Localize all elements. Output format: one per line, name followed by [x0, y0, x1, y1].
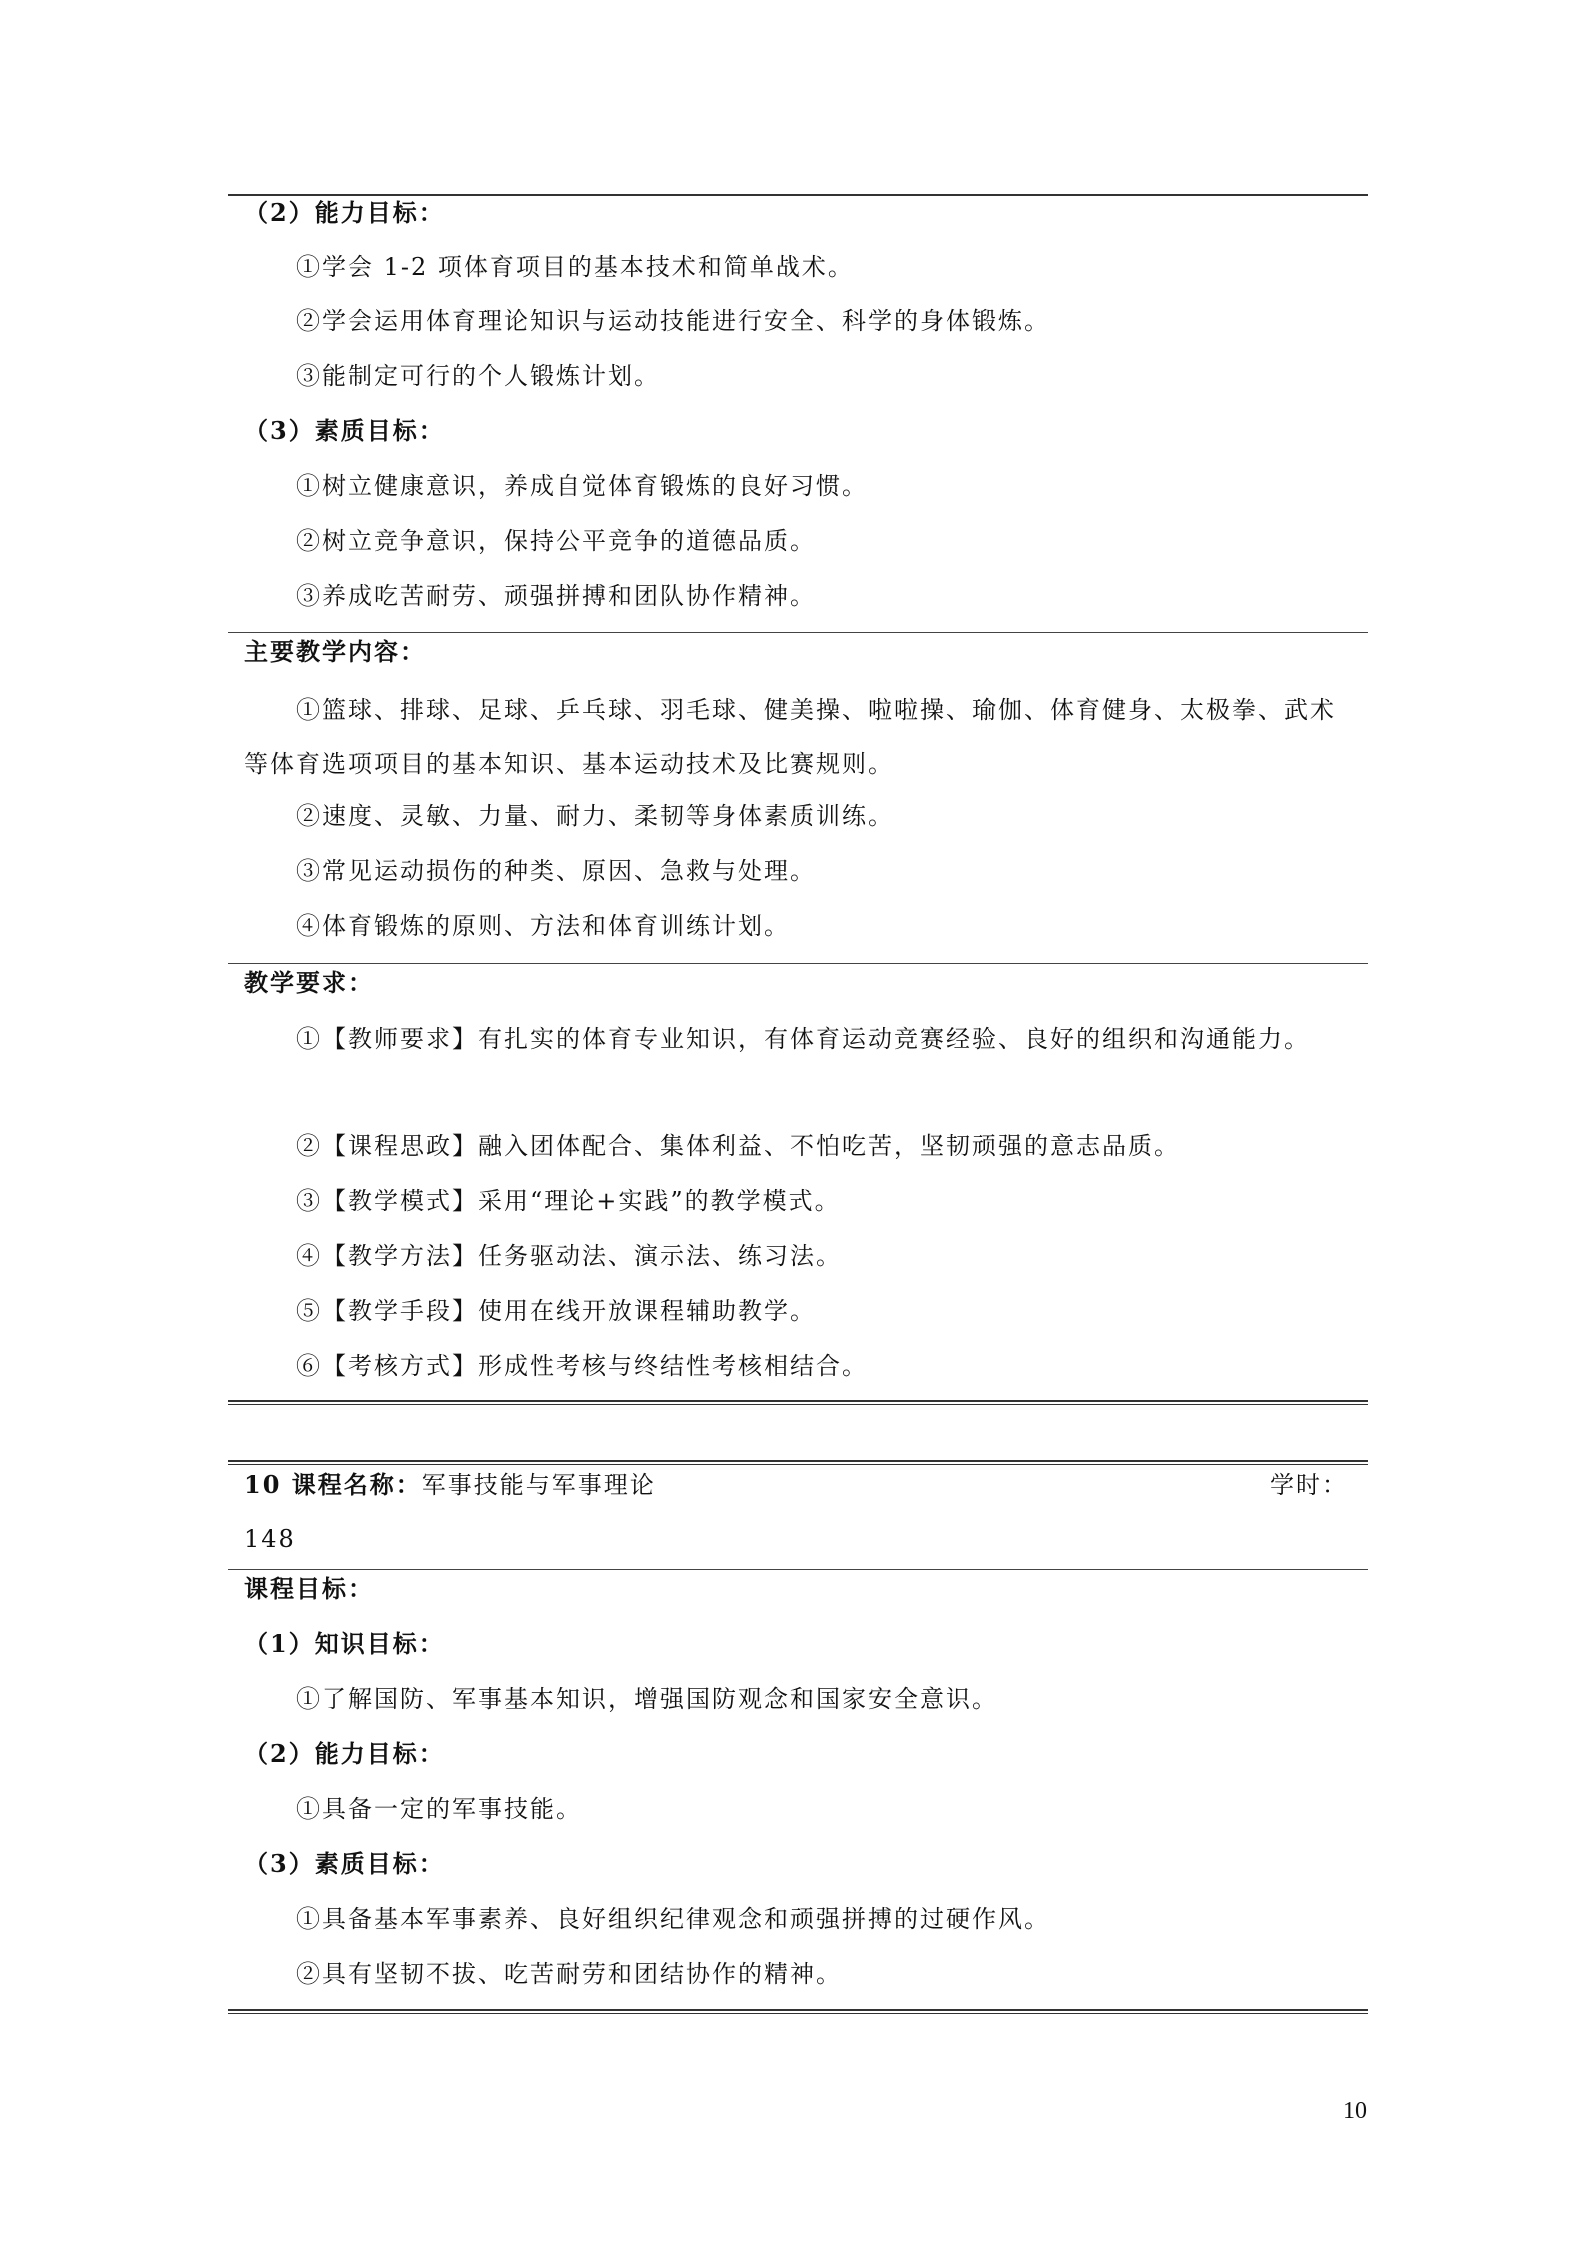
requirement-divider [228, 963, 1368, 964]
course9-section [228, 0, 1368, 1420]
requirement-item-6: ⑥【考核方式】形成性考核与终结性考核相结合。 [296, 1352, 868, 1380]
bottom-rule [228, 1400, 1368, 1405]
quality-item-3: ③养成吃苦耐劳、顽强拼搏和团队协作精神。 [296, 582, 816, 610]
teaching-requirement-heading: 教学要求： [244, 968, 374, 997]
goal-divider [228, 1569, 1368, 1570]
requirement-item-2: ②【课程思政】融入团体配合、集体利益、不怕吃苦，坚韧顽强的意志品质。 [296, 1132, 1180, 1160]
content-item-3: ③常见运动损伤的种类、原因、急救与处理。 [296, 857, 816, 885]
knowledge-goal-heading: （1）知识目标： [244, 1629, 445, 1658]
quality-item-2: ②树立竞争意识，保持公平竞争的道德品质。 [296, 527, 816, 555]
requirement-item-5: ⑤【教学手段】使用在线开放课程辅助教学。 [296, 1297, 816, 1325]
course-name-value: 军事技能与军事理论 [421, 1471, 656, 1499]
requirement-item-4: ④【教学方法】任务驱动法、演示法、练习法。 [296, 1242, 842, 1270]
main-content-heading: 主要教学内容： [244, 637, 426, 666]
course-hours-label: 学时： [1270, 1471, 1348, 1499]
quality-item-1: ①树立健康意识，养成自觉体育锻炼的良好习惯。 [296, 472, 868, 500]
content-item-1: ①篮球、排球、足球、乒乓球、羽毛球、健美操、啦啦操、瑜伽、体育健身、太极拳、武术等体育选项项目的基本知识、基本运动技术及比赛规则。 [244, 696, 1336, 778]
top-rule [228, 194, 1368, 196]
top-rule [228, 1460, 1368, 1465]
course-goal-heading: 课程目标： [244, 1574, 374, 1603]
quality-goal-heading: （3）素质目标： [244, 416, 445, 445]
quality-item-1: ①具备基本军事素养、良好组织纪律观念和顽强拼搏的过硬作风。 [296, 1905, 1050, 1933]
ability-goal-heading: （2）能力目标： [244, 198, 445, 227]
quality-goal-heading: （3）素质目标： [244, 1849, 445, 1878]
bottom-rule [228, 2009, 1368, 2014]
ability-item-3: ③能制定可行的个人锻炼计划。 [296, 362, 660, 390]
requirement-item-3: ③【教学模式】采用“理论+实践”的教学模式。 [296, 1187, 841, 1215]
course-name-row [244, 1470, 1352, 1500]
ability-item-2: ②学会运用体育理论知识与运动技能进行安全、科学的身体锻炼。 [296, 307, 1050, 335]
course-name-label: 10 课程名称： [244, 1470, 422, 1499]
knowledge-item-1: ①了解国防、军事基本知识，增强国防观念和国家安全意识。 [296, 1685, 998, 1713]
course-hours-value: 148 [244, 1525, 296, 1553]
course10-section [228, 1450, 1368, 2030]
content-item-4: ④体育锻炼的原则、方法和体育训练计划。 [296, 912, 790, 940]
ability-goal-heading: （2）能力目标： [244, 1739, 445, 1768]
content-item-2: ②速度、灵敏、力量、耐力、柔韧等身体素质训练。 [296, 802, 894, 830]
quality-item-2: ②具有坚韧不拔、吃苦耐劳和团结协作的精神。 [296, 1960, 842, 1988]
ability-item-1: ①具备一定的军事技能。 [296, 1795, 582, 1823]
ability-item-1: ①学会 1-2 项体育项目的基本技术和简单战术。 [296, 253, 854, 281]
page-number: 10 [1343, 2098, 1367, 2124]
requirement-item-1: ①【教师要求】有扎实的体育专业知识，有体育运动竞赛经验、良好的组织和沟通能力。 [296, 1025, 1310, 1053]
content-divider [228, 632, 1368, 633]
